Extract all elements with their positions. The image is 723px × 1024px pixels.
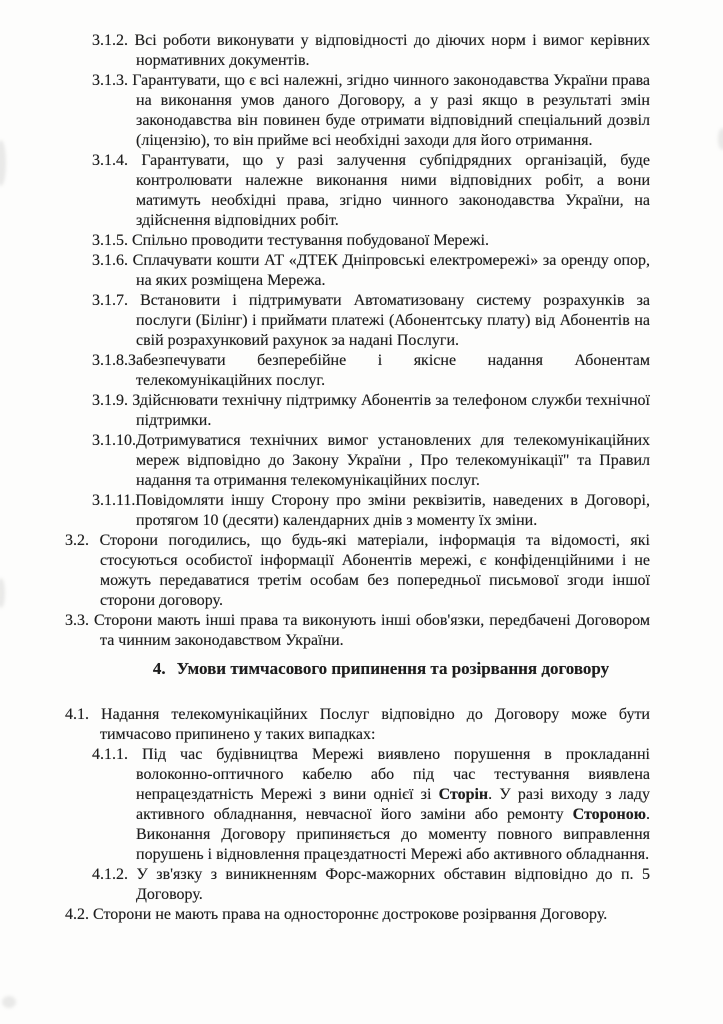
clause-text: Забезпечувати безперебійне і якісне надання Абонентам телекомунікаційних послуг. xyxy=(128,352,650,389)
clause-number: 3.1.2. xyxy=(92,32,128,49)
clause-3-1-3 xyxy=(0,71,650,151)
clause-4-1-1 xyxy=(0,745,650,865)
scan-artifact xyxy=(2,996,16,1008)
clause-text: Встановити і підтримувати Автоматизовану систему розрахунків за послуги (Білінг) і приймати платежі (Абонентську плату) від Абонентів на свій розрахунковий рахунок за надані Послуги. xyxy=(136,292,650,349)
clause-3-1-9 xyxy=(0,391,650,431)
clause-text: Під час будівництва Мережі виявлено порушення в прокладанні волоконно-оптичного кабелю або під час тестування виявлена непрацездатність Мережі з вини однієї зі xyxy=(136,746,650,803)
clause-text: У зв'язку з виникненням Форс-мажорних обставин відповідно до п. 5 Договору. xyxy=(136,866,650,903)
clause-number: 3.1.5. xyxy=(92,232,128,249)
clause-number: 3.3. xyxy=(65,612,89,629)
clause-number: 3.1.4. xyxy=(92,152,128,169)
clause-3-1-5 xyxy=(0,231,650,251)
clause-text: Всі роботи виконувати у відповідності до діючих норм і вимог керівних нормативних документів. xyxy=(134,32,651,69)
clause-text: Сплачувати кошти АТ «ДТЕК Дніпровські електромережі» за оренду опор, на яких розміщена Мережа. xyxy=(132,252,651,289)
clause-number: 3.1.6. xyxy=(92,252,128,269)
clause-3-2 xyxy=(0,531,650,611)
clause-text: . Виконання Договору припиняється до моменту повного виправлення порушень і відновлення працездатності Мережі або активного обладнання. xyxy=(136,806,650,863)
clause-text: . У разі виходу з ладу активного обладнання, невчасної його заміни або ремонту xyxy=(136,786,651,823)
clause-number: 3.2. xyxy=(65,532,89,549)
clause-number: 4.1.1. xyxy=(92,746,128,763)
clause-3-1-4 xyxy=(0,151,650,231)
heading-text: Умови тимчасового припинення та розірвання договору xyxy=(176,659,610,678)
clause-text: Надання телекомунікаційних Послуг відповідно до Договору може бути тимчасово припинено у таких випадках: xyxy=(100,706,650,743)
clause-3-1-11 xyxy=(0,491,650,531)
clause-text: Сторони не мають права на одностороннє дострокове розірвання Договору. xyxy=(93,906,608,923)
emphasized-term: Сторін xyxy=(438,786,489,803)
clause-text: Гарантувати, що у разі залучення субпідрядних організацій, буде контролювати належне виконання ними відповідних робіт, а вони матимуть необхідні права, згідно чинного законодавства України, на здійснення відповідних робіт. xyxy=(136,152,650,229)
clause-3-1-8 xyxy=(0,351,650,391)
clause-3-1-2 xyxy=(0,31,650,71)
emphasized-term: Стороною xyxy=(572,806,646,823)
clause-4-1 xyxy=(0,705,650,745)
clause-3-1-6 xyxy=(0,251,650,291)
clause-text: Сторони мають інші права та виконують інші обов'язки, передбачені Договором та чинним законодавством України. xyxy=(93,612,650,649)
clause-3-1-10 xyxy=(0,431,650,491)
clause-number: 3.1.9. xyxy=(92,392,128,409)
clause-4-2 xyxy=(0,905,650,925)
clause-text: Повідомляти іншу Сторону про зміни реквізитів, наведених в Договорі, протягом 10 (десяти) календарних днів з моменту їх зміни. xyxy=(135,492,650,529)
clause-number: 3.1.8. xyxy=(92,352,128,369)
clause-text: Гарантувати, що є всі належні, згідно чинного законодавства України права на виконання умов даного Договору, а у разі якщо в результаті змін законодавства він повинен буде отримати відповідний спеціальний дозвіл (ліцензію), то він прийме всі необхідні заходи для його отримання. xyxy=(132,72,651,149)
clause-text: Здійснювати технічну підтримку Абонентів за телефоном служби технічної підтримки. xyxy=(132,392,650,429)
clause-3-1-7 xyxy=(0,291,650,351)
clause-number: 3.1.7. xyxy=(92,292,128,309)
section-heading-4 xyxy=(0,659,650,679)
clause-number: 3.1.11. xyxy=(92,492,136,509)
clause-number: 4.1.2. xyxy=(92,866,128,883)
clause-number: 3.1.10. xyxy=(92,432,136,449)
clause-number: 4.2. xyxy=(65,906,89,923)
heading-number: 4. xyxy=(152,659,166,678)
clause-text: Спільно проводити тестування побудованої Мережі. xyxy=(132,232,490,249)
clause-text: Сторони погодились, що будь-які матеріали, інформація та відомості, які стосуються особистої інформації Абонентів мережі, є конфіденційними і не можуть передаватися третім особам без попередньої письмової згоди іншої сторони договору. xyxy=(99,532,651,609)
clause-3-3 xyxy=(0,611,650,651)
clause-number: 3.1.3. xyxy=(92,72,128,89)
clause-4-1-2 xyxy=(0,865,650,905)
clause-text: Дотримуватися технічних вимог установлених для телекомунікаційних мереж відповідно до Закону України , Про телекомунікації" та Правил надання та отримання телекомунікаційних послуг. xyxy=(136,432,650,489)
clause-number: 4.1. xyxy=(65,706,89,723)
